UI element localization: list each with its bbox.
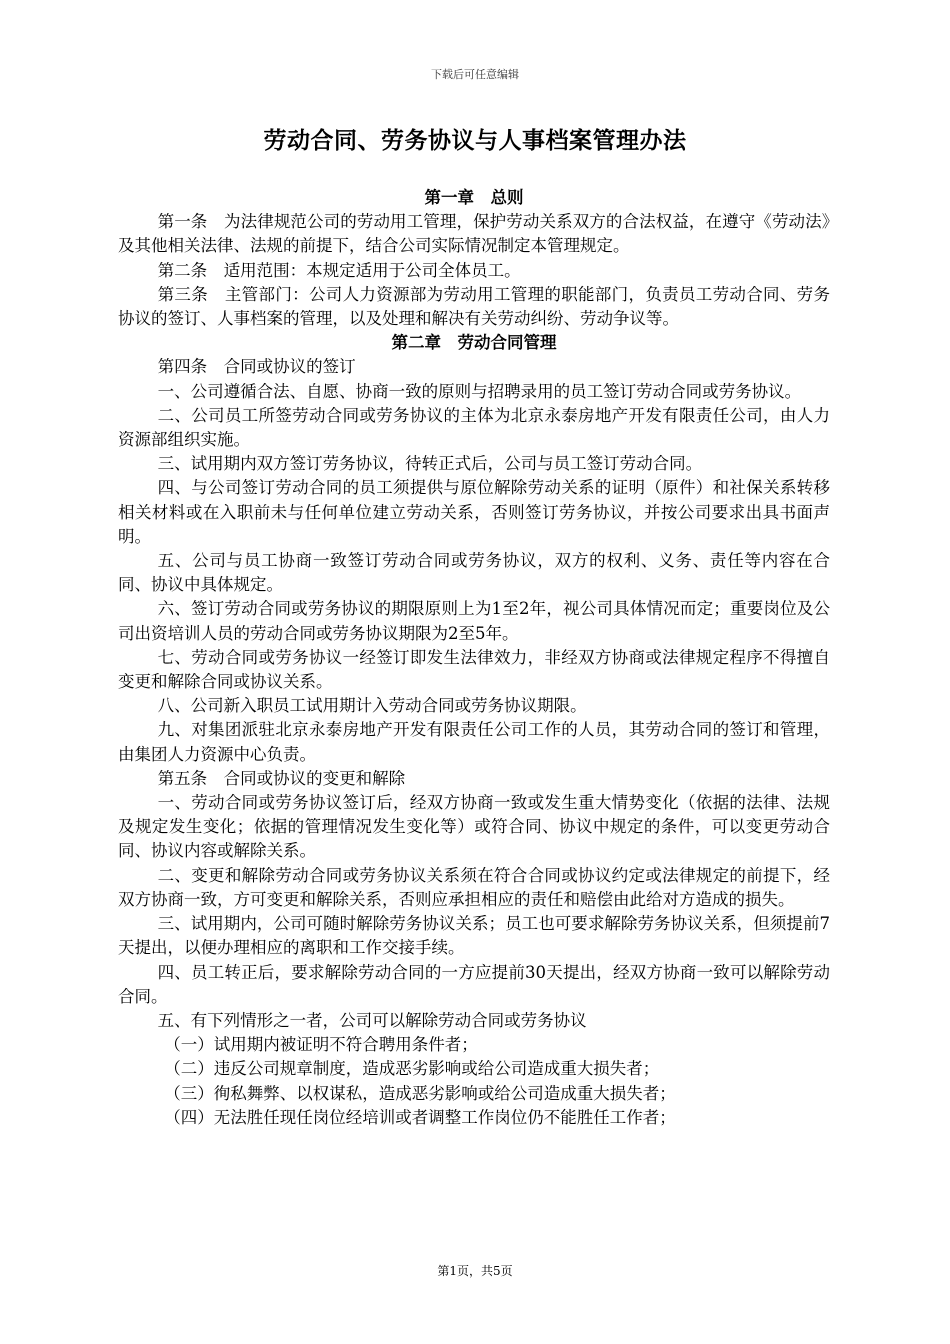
document-body	[118, 186, 830, 1130]
clause-paragraph: 二、变更和解除劳动合同或劳务协议关系须在符合合同或协议约定或法律规定的前提下，经双方协商一致，方可变更和解除关系，否则应承担相应的责任和赔偿由此给对方造成的损失。	[118, 865, 830, 909]
clause-paragraph: 一、劳动合同或劳务协议签订后，经双方协商一致或发生重大情势变化（依据的法律、法规及规定发生变化；依据的管理情况发生变化等）或符合同、协议中规定的条件，可以变更劳动合同、协议内容或解除关系。	[118, 793, 830, 861]
clause-paragraph: 三、试用期内，公司可随时解除劳务协议关系；员工也可要求解除劳务协议关系，但须提前7天提出，以便办理相应的离职和工作交接手续。	[118, 914, 830, 958]
clause-paragraph: 八、公司新入职员工试用期计入劳动合同或劳务协议期限。	[157, 696, 587, 716]
article-paragraph: 第五条 合同或协议的变更和解除	[157, 768, 406, 788]
article-paragraph: 第三条 主管部门：公司人力资源部为劳动用工管理的职能部门，负责员工劳动合同、劳务协议的签订、人事档案的管理，以及处理和解决有关劳动纠纷、劳动争议等。	[118, 284, 830, 329]
clause-paragraph: 二、公司员工所签劳动合同或劳务协议的主体为北京永泰房地产开发有限责任公司，由人力资源部组织实施。	[118, 405, 830, 450]
article-paragraph: 第二条 适用范围：本规定适用于公司全体员工。	[157, 260, 521, 280]
document-title: 劳动合同、劳务协议与人事档案管理办法	[263, 127, 687, 154]
clause-paragraph: 三、试用期内双方签订劳务协议，待转正式后，公司与员工签订劳动合同。	[157, 454, 703, 474]
sub-item: （四）无法胜任现任岗位经培训或者调整工作岗位仍不能胜任工作者；	[164, 1107, 676, 1127]
clause-paragraph: 一、公司遵循合法、自愿、协商一致的原则与招聘录用的员工签订劳动合同或劳务协议。	[157, 381, 802, 401]
clause-paragraph: 四、员工转正后，要求解除劳动合同的一方应提前30天提出，经双方协商一致可以解除劳动合同。	[118, 962, 830, 1006]
clause-paragraph: 七、劳动合同或劳务协议一经签订即发生法律效力，非经双方协商或法律规定程序不得擅自变更和解除合同或协议关系。	[118, 647, 830, 692]
clause-paragraph: 五、有下列情形之一者，公司可以解除劳动合同或劳务协议	[157, 1010, 587, 1030]
clause-paragraph: 四、与公司签订劳动合同的员工须提供与原位解除劳动关系的证明（原件）和社保关系转移相关材料或在入职前未与任何单位建立劳动关系，否则签订劳务协议，并按公司要求出具书面声明。	[118, 478, 830, 546]
sub-item: （二）违反公司规章制度，造成恶劣影响或给公司造成重大损失者；	[164, 1059, 660, 1079]
article-paragraph: 第一条 为法律规范公司的劳动用工管理，保护劳动关系双方的合法权益，在遵守《劳动法》及其他相关法律、法规的前提下，结合公司实际情况制定本管理规定。	[118, 212, 830, 256]
chapter-heading: 第二章 劳动合同管理	[391, 333, 557, 353]
chapter-heading: 第一章 总则	[424, 188, 524, 207]
page-footer: 第1页，共5页	[437, 1264, 513, 1278]
clause-paragraph: 六、签订劳动合同或劳务协议的期限原则上为1至2年，视公司具体情况而定；重要岗位及公司出资培训人员的劳动合同或劳务协议期限为2至5年。	[118, 599, 830, 643]
article-paragraph: 第四条 合同或协议的签订	[157, 357, 356, 377]
clause-paragraph: 五、公司与员工协商一致签订劳动合同或劳务协议，双方的权利、义务、责任等内容在合同、协议中具体规定。	[118, 551, 830, 595]
clause-paragraph: 九、对集团派驻北京永泰房地产开发有限责任公司工作的人员，其劳动合同的签订和管理，由集团人力资源中心负责。	[118, 720, 830, 764]
page-header: 下载后可任意编辑	[431, 68, 519, 81]
sub-item: （一）试用期内被证明不符合聘用条件者；	[164, 1035, 478, 1055]
sub-item: （三）徇私舞弊、以权谋私，造成恶劣影响或给公司造成重大损失者；	[164, 1083, 676, 1103]
